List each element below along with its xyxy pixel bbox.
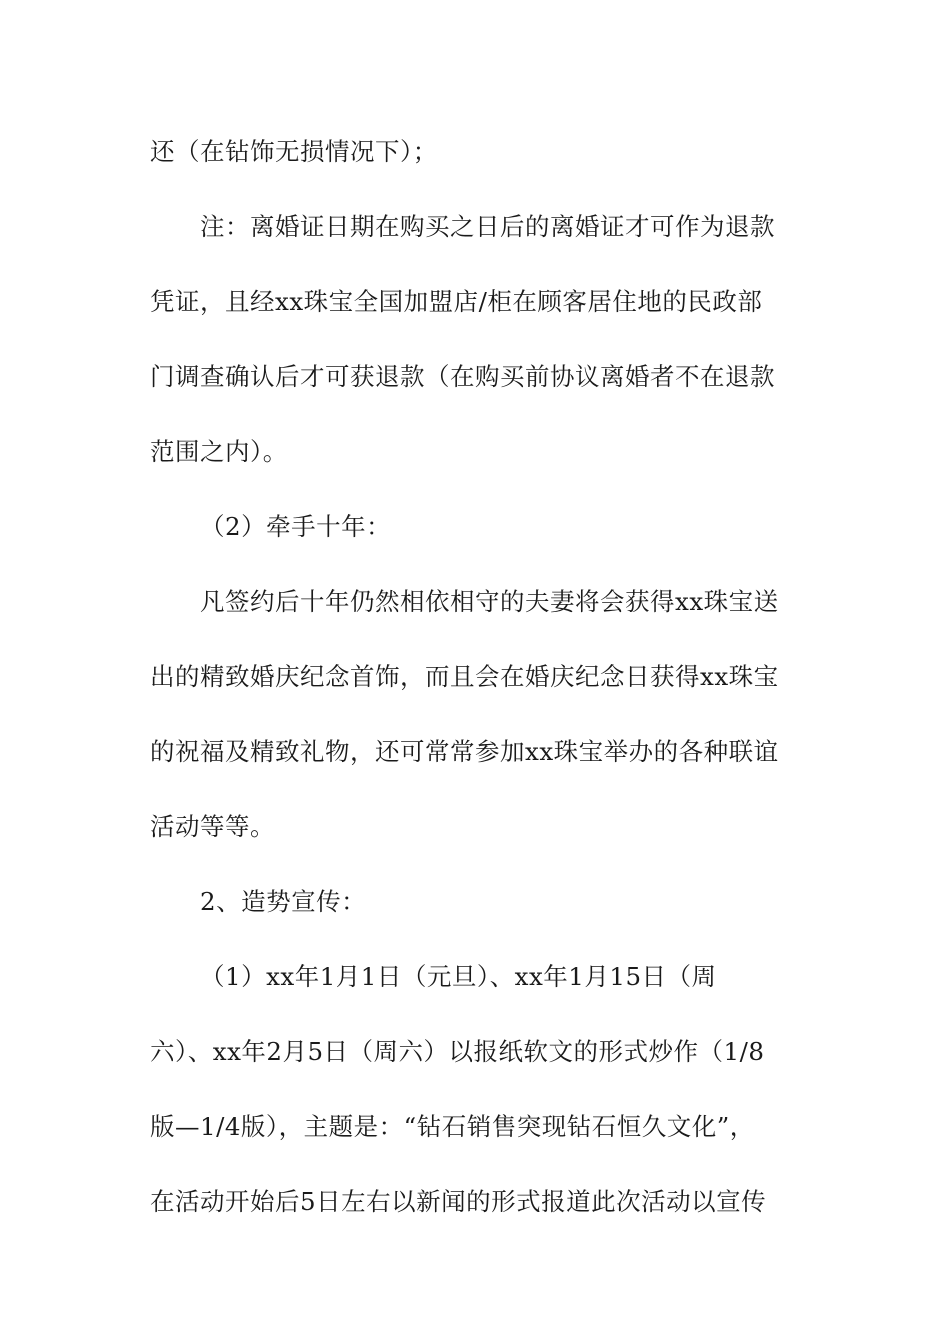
text-line: 活动等等。 xyxy=(150,812,275,841)
text-line: 门调查确认后才可获退款（在购买前协议离婚者不在退款 xyxy=(150,362,775,391)
section-heading: 2、造势宣传： xyxy=(200,887,367,916)
text-line: 凭证，且经xx珠宝全国加盟店/柜在顾客居住地的民政部 xyxy=(150,287,763,316)
text-line: 的祝福及精致礼物，还可常常参加xx珠宝举办的各种联谊 xyxy=(150,737,779,766)
text-line: 范围之内）。 xyxy=(150,437,288,466)
text-line: 六）、xx年2月5日（周六）以报纸软文的形式炒作（1/8 xyxy=(150,1037,765,1066)
text-line: 版—1/4版），主题是：“钻石销售突现钻石恒久文化”， xyxy=(150,1112,755,1141)
text-line: 出的精致婚庆纪念首饰，而且会在婚庆纪念日获得xx珠宝 xyxy=(150,662,779,691)
text-line: 在活动开始后5日左右以新闻的形式报道此次活动以宣传 xyxy=(150,1187,767,1216)
text-line: 还（在钻饰无损情况下）； xyxy=(150,137,438,166)
text-line: 凡签约后十年仍然相依相守的夫妻将会获得xx珠宝送 xyxy=(200,587,779,616)
section-heading: （2）牵手十年： xyxy=(200,512,392,541)
text-line: 注：离婚证日期在购买之日后的离婚证才可作为退款 xyxy=(200,212,775,241)
text-line: （1）xx年1月1日（元旦）、xx年1月15日（周 xyxy=(200,962,717,991)
